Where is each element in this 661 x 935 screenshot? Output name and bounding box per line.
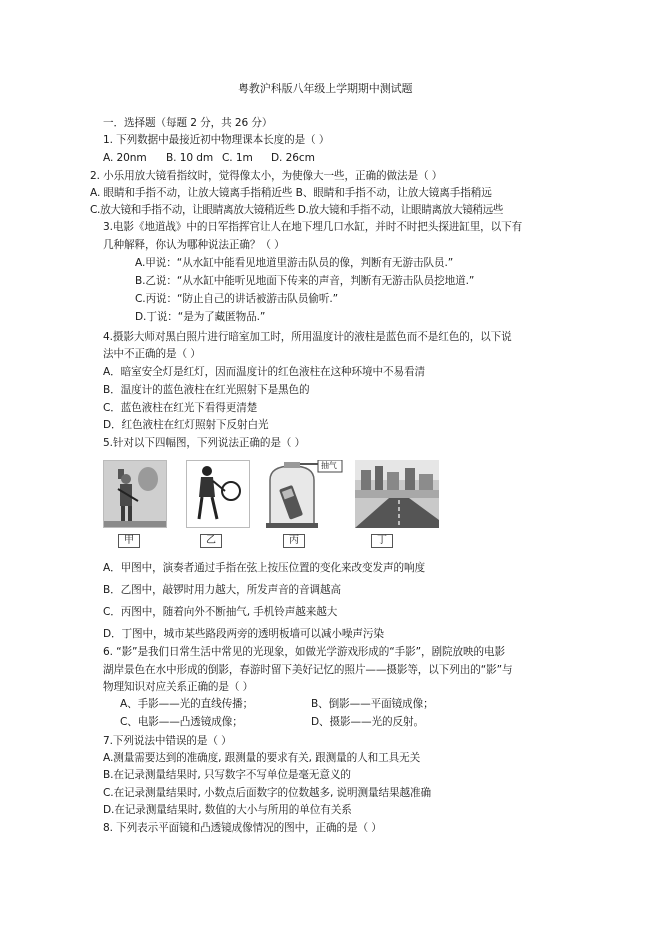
page-title: 粤教沪科版八年级上学期期中测试题 [238,82,413,95]
question-6-stem-continued: 湖岸景色在水中形成的倒影，春游时留下美好记忆的照片——摄影等，以下列出的“影”与 [103,664,513,676]
q6-option-c: C、电影——凸透镜成像； [120,716,243,728]
caption-bing: 丙 [283,534,305,548]
q7-option-b: B.在记录测量结果时, 只写数字不写单位是毫无意义的 [103,769,351,781]
caption-yi: 乙 [200,534,222,548]
figure-yi-gong [186,460,250,528]
q1-option-a: A. 20nm [103,152,147,164]
q6-option-b: B、倒影——平面镜成像； [311,698,434,710]
q6-option-a: A、手影——光的直线传播； [120,698,254,710]
q5-option-d: D．丁图中，城市某些路段两旁的透明板墙可以减小噪声污染 [103,628,384,640]
q3-option-b: B.乙说：“从水缸中能听见地面下传来的声音，判断有无游击队员挖地道.” [135,275,475,287]
q1-option-d: D. 26cm [271,152,315,164]
question-5-stem: 5.针对以下四幅图，下列说法正确的是（ ） [103,437,306,449]
question-4-stem-continued: 法中不正确的是（ ） [103,348,201,360]
q3-option-d: D.丁说：“是为了藏匿物品.” [135,311,266,323]
figure-bing-bell-jar [262,460,346,528]
q7-option-d: D.在记录测量结果时, 数值的大小与所用的单位有关系 [103,804,352,816]
caption-ding: 丁 [371,534,393,548]
q1-option-b: B. 10 dm [166,152,214,164]
section-heading: 一．选择题（每题 2 分，共 26 分） [103,117,273,129]
q3-option-a: A.甲说：“从水缸中能看见地道里游击队员的像，判断有无游击队员.” [135,257,454,269]
question-1-stem: 1. 下列数据中最接近初中物理课本长度的是（ ） [103,134,330,146]
question-4-stem: 4.摄影大师对黑白照片进行暗室加工时，所用温度计的液柱是蓝色而不是红色的，以下说 [103,331,512,343]
question-8-stem: 8. 下列表示平面镜和凸透镜成像情况的图中，正确的是（ ） [103,822,382,834]
q2-options-line-2: C.放大镜和手指不动，让眼睛离放大镜稍近些 D.放大镜和手指不动，让眼睛离放大镜稍远些 [90,204,504,216]
figure-label-pump: 抽气 [321,461,337,470]
q5-option-b: B．乙图中，敲锣时用力越大，所发声音的音调越高 [103,584,342,596]
q7-option-c: C.在记录测量结果时, 小数点后面数字的位数越多, 说明测量结果越准确 [103,787,431,799]
q4-option-c: C．蓝色液柱在红光下看得更清楚 [103,402,258,414]
q4-option-a: A．暗室安全灯是红灯，因而温度计的红色液柱在这种环境中不易看清 [103,366,425,378]
question-3-stem-continued: 几种解释，你认为哪种说法正确？（ ） [103,239,285,251]
q7-option-a: A.测量需要达到的准确度, 跟测量的要求有关, 跟测量的人和工具无关 [103,752,421,764]
q5-option-c: C．丙图中，随着向外不断抽气, 手机铃声越来越大 [103,606,338,618]
question-6-stem-end: 物理知识对应关系正确的是（ ） [103,681,254,693]
q1-option-c: C. 1m [222,152,253,164]
q6-option-d: D、摄影——光的反射。 [311,716,424,728]
question-2-stem: 2. 小乐用放大镜看指纹时，觉得像太小，为使像大一些，正确的做法是（ ） [90,170,443,182]
q2-options-line-1: A. 眼睛和手指不动，让放大镜离手指稍近些 B、眼睛和手指不动，让放大镜离手指稍远 [90,187,492,199]
q5-option-a: A．甲图中，演奏者通过手指在弦上按压位置的变化来改变发声的响度 [103,562,425,574]
caption-jia: 甲 [118,534,140,548]
q3-option-c: C.丙说：“防止自己的讲话被游击队员偷听.” [135,293,339,305]
figure-ding-road-barrier [355,460,439,528]
q4-option-b: B．温度计的蓝色液柱在红光照射下是黑色的 [103,384,310,396]
question-3-stem: 3.电影《地道战》中的日军指挥官让人在地下埋几口水缸，并时不时把头探进缸里，以下有 [103,221,523,233]
question-6-stem: 6. “影”是我们日常生活中常见的光现象，如做光学游戏形成的“手影”，剧院放映的电影 [103,646,506,658]
figure-jia-musician [103,460,167,528]
q4-option-d: D．红色液柱在红灯照射下反射白光 [103,419,269,431]
question-7-stem: 7.下列说法中错误的是（ ） [103,735,232,747]
